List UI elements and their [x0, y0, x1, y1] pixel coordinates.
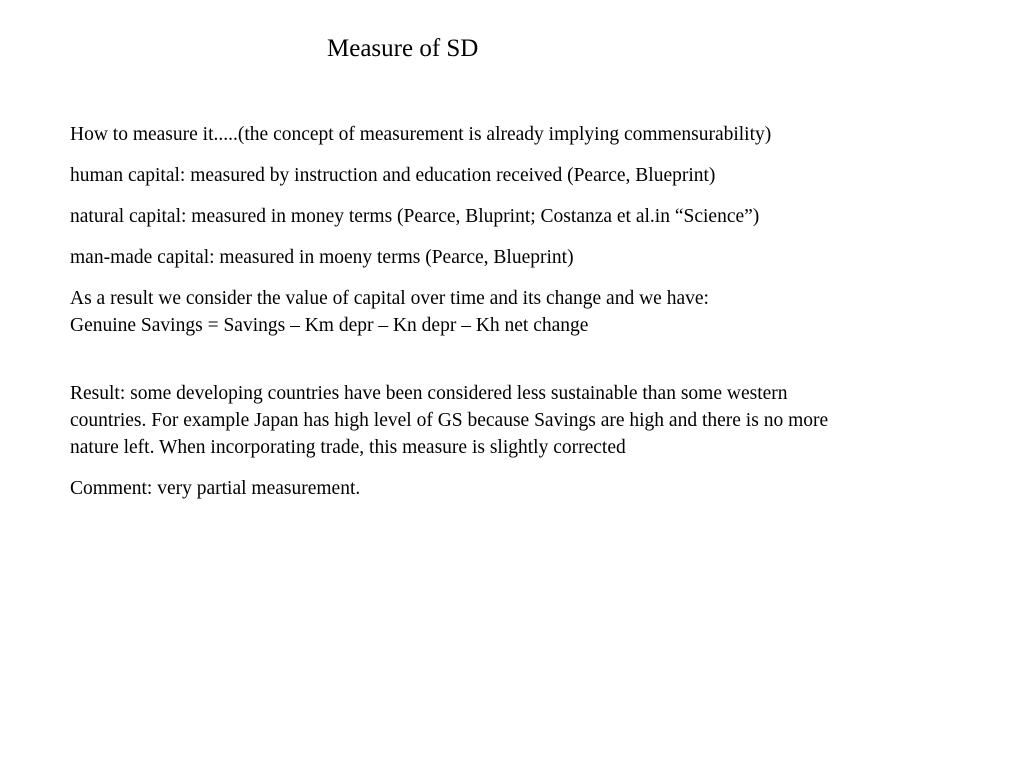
slide-title: Measure of SD	[327, 35, 479, 62]
result-line: Result: some developing countries have been considered less sustainable than some western	[70, 383, 788, 404]
paragraph-man-made-capital: man-made capital: measured in moeny terms (Pearce, Blueprint)	[70, 247, 574, 268]
spacer	[70, 339, 970, 380]
paragraph-comment: Comment: very partial measurement.	[70, 478, 361, 499]
paragraph-genuine-savings	[70, 285, 970, 339]
genuine-savings-formula: Genuine Savings = Savings – Km depr – Kn depr – Kh net change	[70, 315, 589, 336]
result-line: nature left. When incorporating trade, this measure is slightly corrected	[70, 437, 626, 458]
genuine-savings-intro: As a result we consider the value of capital over time and its change and we have:	[70, 288, 709, 309]
paragraph-how-to-measure: How to measure it.....(the concept of measurement is already implying commensurability)	[70, 124, 772, 145]
paragraph-human-capital: human capital: measured by instruction and education received (Pearce, Blueprint)	[70, 165, 716, 186]
paragraph-result	[70, 380, 970, 461]
result-line: countries. For example Japan has high level of GS because Savings are high and there is no more	[70, 410, 829, 431]
slide-body	[70, 121, 970, 516]
paragraph-natural-capital: natural capital: measured in money terms (Pearce, Bluprint; Costanza et al.in “Science”)	[70, 206, 760, 227]
